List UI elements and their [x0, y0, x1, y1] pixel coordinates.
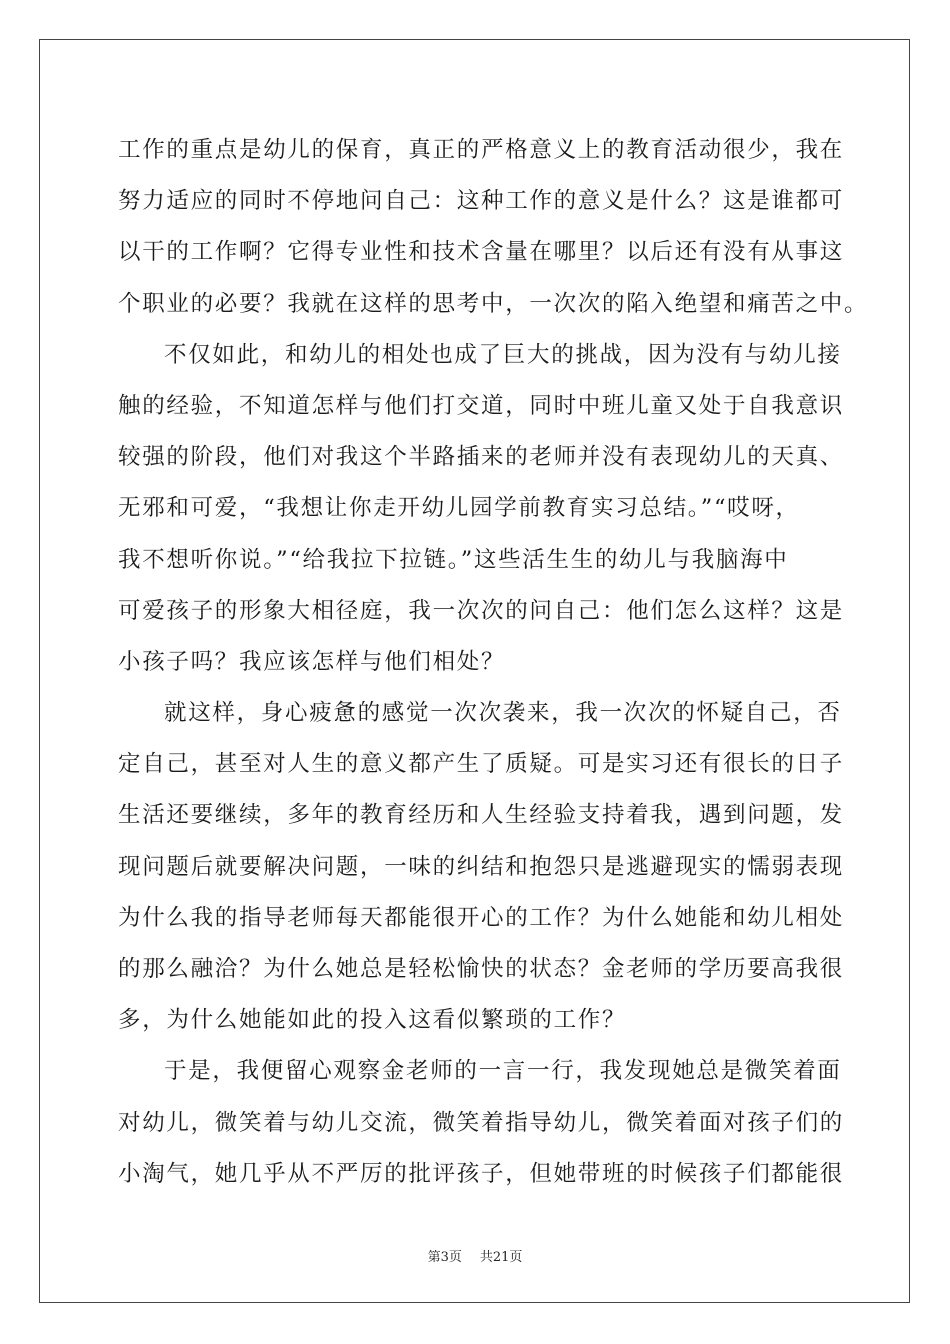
text-line: 定自己，甚至对人生的意义都产生了质疑。可是实习还有很长的日子 [118, 751, 845, 778]
text-line: 生活还要继续，多年的教育经历和人生经验支持着我，遇到问题，发 [118, 802, 845, 829]
text-line: 于是，我便留心观察金老师的一言一行，我发现她总是微笑着面 [164, 1058, 842, 1085]
text-line: 以干的工作啊？它得专业性和技术含量在哪里？以后还有没有从事这 [118, 239, 845, 266]
text-line: 对幼儿，微笑着与幼儿交流，微笑着指导幼儿，微笑着面对孩子们的 [118, 1109, 845, 1136]
text-line: 个职业的必要？我就在这样的思考中，一次次的陷入绝望和痛苦之中。 [118, 290, 869, 317]
page-number: 第3页 [427, 1250, 462, 1265]
text-line: 触的经验，不知道怎样与他们打交道，同时中班儿童又处于自我意识 [118, 392, 845, 419]
text-line: 小淘气，她几乎从不严厉的批评孩子，但她带班的时候孩子们都能很 [118, 1160, 845, 1187]
text-line: 多，为什么她能如此的投入这看似繁琐的工作？ [118, 1007, 627, 1034]
total-pages: 共21页 [479, 1250, 523, 1265]
text-line: 我不想听你说。”“给我拉下拉链。”这些活生生的幼儿与我脑海中 [118, 546, 789, 573]
text-line: 小孩子吗？我应该怎样与他们相处？ [118, 648, 506, 675]
page-footer [0, 1246, 950, 1265]
text-line: 的那么融洽？为什么她总是轻松愉快的状态？金老师的学历要高我很 [118, 956, 845, 982]
text-line: 为什么我的指导老师每天都能很开心的工作？为什么她能和幼儿相处 [118, 904, 845, 931]
text-line: 无邪和可爱，“我想让你走开幼儿园学前教育实习总结。”“哎呀， [118, 495, 800, 522]
document-body [118, 128, 869, 1203]
text-line: 可爱孩子的形象大相径庭，我一次次的问自己：他们怎么这样？这是 [118, 597, 845, 624]
text-line: 努力适应的同时不停地问自己：这种工作的意义是什么？这是谁都可 [118, 188, 845, 215]
text-line: 不仅如此，和幼儿的相处也成了巨大的挑战，因为没有与幼儿接 [164, 341, 842, 368]
text-line: 就这样，身心疲惫的感觉一次次袭来，我一次次的怀疑自己，否 [164, 700, 842, 727]
text-line: 较强的阶段，他们对我这个半路插来的老师并没有表现幼儿的天真、 [118, 444, 845, 471]
text-line: 工作的重点是幼儿的保育，真正的严格意义上的教育活动很少，我在 [118, 137, 845, 163]
text-line: 现问题后就要解决问题，一味的纠结和抱怨只是逃避现实的懦弱表现 [118, 853, 845, 880]
